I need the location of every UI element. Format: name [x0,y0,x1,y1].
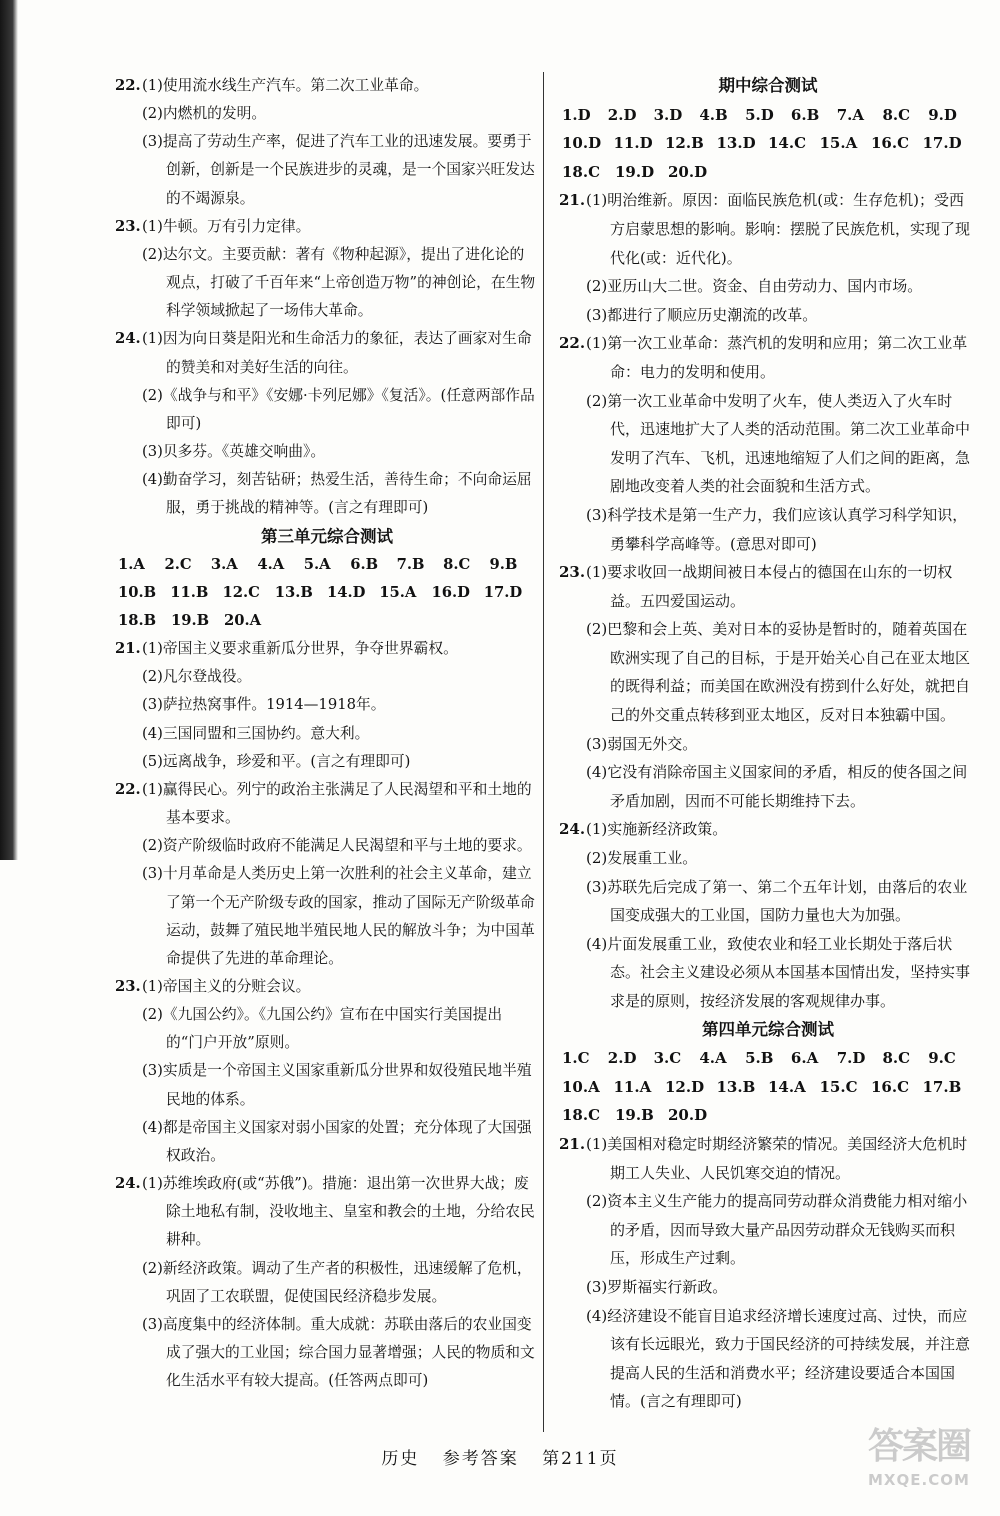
page-number: 第211页 [542,1449,619,1469]
answer-line: (3)高度集中的经济体制。重大成就：苏联由落后的农业国变成了强大的工业国；综合国力显著增强；人民的物质和文化生活水平有较大提高。(任答两点即可) [142,1315,535,1390]
answer-item [115,973,536,1170]
choice-answer: 1.D [562,105,591,124]
choice-answer: 3.C [653,1049,682,1068]
choice-answer: 9.C [928,1049,956,1068]
answer-line: (4)经济建设不能盲目追求经济增长速度过高、过快，而应该有长远眼光，致力于国民经济的可持续发展，并注意提高人民的生活和消费水平；经济建设要适合本国国情。(言之有理即可) [586,1306,971,1411]
multiple-choice-row [562,129,974,158]
choice-answer: 18.C [562,1106,601,1125]
choice-answer: 3.A [210,555,238,573]
answer-line: (3)提高了劳动生产率，促进了汽车工业的迅速发展。要勇于创新，创新是一个民族进步的灵魂，是一个国家兴旺发达的不竭源泉。 [142,133,535,207]
question-number: 22. [115,77,141,94]
multiple-choice-row [118,551,536,579]
choice-answer: 13.D [716,134,756,153]
question-number: 22. [115,780,141,798]
choice-answer: 14.D [327,583,366,601]
choice-answer: 7.B [396,555,425,573]
choice-answer: 14.C [768,134,807,153]
choice-answer: 2.D [607,105,637,124]
choice-answer: 4.A [257,555,285,573]
answer-item [559,558,974,815]
answer-line: (3)科学技术是第一生产力，我们应该认真学习科学知识，勇攀科学高峰等。(意思对即可) [586,505,968,553]
choice-answer: 12.C [222,583,260,601]
choice-answer: 16.D [431,583,470,601]
answer-line: (2)达尔文。主要贡献：著有《物种起源》，提出了进化论的观点，打破了千百年来“上帝创造万物”的神创论，在生物科学领域掀起了一场伟大革命。 [142,245,536,320]
answer-line: (1)帝国主义要求重新瓜分世界，争夺世界霸权。 [142,640,458,658]
answer-item [559,186,974,329]
choice-answer: 11.D [613,134,653,153]
answer-item [115,325,536,522]
choice-answer: 16.C [871,134,910,153]
choice-answer: 1.C [562,1049,590,1068]
multiple-choice-row [562,1073,974,1102]
answer-line: (1)赢得民心。列宁的政治主张满足了人民渴望和平和土地的基本要求。 [142,780,532,827]
answer-item [559,329,974,558]
choice-answer: 20.D [668,162,708,181]
page-footer [0,1444,1000,1469]
answer-line: (1)苏维埃政府(或“苏俄”)。措施：退出第一次世界大战；废除土地私有制，没收地主、皇室和教会的土地，分给农民耕种。 [142,1175,535,1249]
multiple-choice-row [118,579,536,607]
answer-line: (1)因为向日葵是阳光和生命活力的象征，表达了画家对生命的赞美和对美好生活的向往。 [142,330,532,376]
choice-answer: 15.A [819,134,858,153]
choice-answer: 8.C [882,105,911,124]
answer-line: (3)贝多芬。《英雄交响曲》。 [142,443,326,461]
answer-line: (3)罗斯福实行新政。 [586,1277,728,1296]
choice-answer: 7.D [836,1049,866,1068]
multiple-choice-row [562,158,974,187]
watermark-logo [868,1418,992,1506]
section-title: 第三单元综合测试 [261,526,393,546]
choice-answer: 8.C [882,1049,911,1068]
choice-answer: 9.D [928,105,957,124]
choice-answer: 19.B [171,611,210,629]
multiple-choice-row [118,607,536,635]
answer-line: (2)巴黎和会上英、美对日本的妥协是暂时的，随着英国在欧洲实现了自己的目标，于是开始关心自己在亚太地区的既得利益；而美国在欧洲没有捞到什么好处，就把自己的外交重点转移到亚太地区，反对日本独霸中国。 [586,620,971,725]
choice-answer: 4.A [699,1049,727,1068]
choice-answer: 7.A [836,105,864,124]
question-number: 24. [115,330,141,348]
answer-line: (4)都是帝国主义国家对弱小国家的处置；充分体现了大国强权政治。 [142,1118,532,1164]
answer-item [559,815,974,1015]
answer-item [115,776,536,973]
choice-answer: 1.A [118,555,145,573]
choice-answer: 16.C [871,1077,910,1096]
choice-answer: 20.D [668,1106,708,1125]
answer-line: (1)实施新经济政策。 [586,820,728,839]
answer-line: (2)内燃机的发明。 [142,105,267,123]
footer-subject: 历史 [381,1449,420,1469]
answer-item [115,1170,536,1395]
answer-line: (2)第一次工业革命中发明了火车，使人类迈入了火车时代，迅速地扩大了人类的活动范围。第二次工业革命中发明了汽车、飞机，迅速地缩短了人们之间的距离，急剧地改变着人类的社会面貌和生活方式。 [586,391,971,496]
multiple-choice-row [562,101,974,130]
choice-answer: 5.D [745,105,774,124]
answer-item [115,635,536,776]
choice-answer: 4.B [699,105,728,124]
question-number: 23. [559,563,586,582]
answer-line: (2)新经济政策。调动了生产者的积极性，迅速缓解了危机，巩固了工农联盟，促使国民经济稳步发展。 [142,1259,532,1305]
choice-answer: 20.A [224,611,262,629]
answer-item [559,1130,974,1416]
question-number: 21. [115,640,141,658]
watermark-logo-text: 答案圈 [868,1426,971,1467]
question-number: 21. [559,1134,586,1153]
choice-answer: 2.C [164,555,192,573]
right-column [559,72,974,1416]
answer-line: (1)帝国主义的分赃会议。 [142,978,311,995]
choice-answer: 11.B [170,583,209,601]
choice-answer: 13.B [716,1077,756,1096]
answer-item [115,72,536,213]
footer-title: 参考答案 [442,1449,519,1469]
answer-line: (1)明治维新。原因：面临民族危机(或：生存危机)；受西方启蒙思想的影响。影响：摆脱了民族危机，实现了现代化(或：近代化)。 [586,191,971,267]
answer-line: (1)牛顿。万有引力定律。 [142,217,311,235]
choice-answer: 19.D [615,162,655,181]
answer-line: (2)资本主义生产能力的提高同劳动群众消费能力相对缩小的矛盾，因而导致大量产品因劳动群众无钱购买而积压，形成生产过剩。 [586,1192,968,1268]
answer-line: (3)苏联先后完成了第一、第二个五年计划，由落后的农业国变成强大的工业国，国防力量也大为加强。 [586,877,968,925]
multiple-choice-row [562,1044,974,1073]
choice-answer: 3.D [653,105,683,124]
answer-line: (3)都进行了顺应历史潮流的改革。 [586,305,818,324]
choice-answer: 6.B [350,555,379,573]
answer-line: (3)十月革命是人类历史上第一次胜利的社会主义革命，建立了第一个无产阶级专政的国家，推动了国际无产阶级革命运动，鼓舞了殖民地半殖民地人民的解放斗争；为中国革命提供了先进的革命理论。 [142,865,535,967]
answer-line: (2)凡尔登战役。 [142,668,252,686]
choice-answer: 11.A [613,1077,652,1096]
column-divider [543,72,544,1432]
choice-answer: 13.B [274,583,313,601]
choice-answer: 2.D [607,1049,637,1068]
answer-item [115,213,536,326]
answer-line: (2)《战争与和平》《安娜·卡列尼娜》《复活》。(任意两部作品即可) [142,386,535,432]
answer-line: (4)勤奋学习，刻苦钻研；热爱生活，善待生命；不向命运屈服，勇于挑战的精神等。(言之有理即可) [142,471,532,517]
choice-answer: 14.A [768,1077,806,1096]
choice-answer: 17.D [483,583,523,601]
answer-line: (1)第一次工业革命：蒸汽机的发明和应用；第二次工业革命：电力的发明和使用。 [586,334,968,381]
question-number: 22. [559,334,586,353]
answer-line: (3)弱国无外交。 [586,734,698,753]
choice-answer: 15.C [819,1077,858,1096]
section-title: 第四单元综合测试 [702,1019,834,1039]
question-number: 23. [115,978,141,995]
choice-answer: 6.B [790,105,820,124]
watermark-url: MXQE.COM [868,1471,970,1489]
choice-answer: 18.B [118,611,157,629]
answer-line: (2)资产阶级临时政府不能满足人民渴望和平与土地的要求。 [142,837,532,855]
choice-answer: 12.B [665,134,704,153]
choice-answer: 10.B [118,583,157,601]
answer-line: (1)美国相对稳定时期经济繁荣的情况。美国经济大危机时期工人失业、人民饥寒交迫的情况。 [586,1134,968,1182]
answer-line: (4)片面发展重工业，致使农业和轻工业长期处于落后状态。社会主义建设必须从本国基本国情出发，坚持实事求是的原则，按经济发展的客观规律办事。 [586,934,971,1010]
multiple-choice-row [562,1101,974,1130]
choice-answer: 5.A [303,555,331,573]
answer-line: (4)三国同盟和三国协约。意大利。 [142,724,370,742]
answer-line: (2)亚历山大二世。资金、自由劳动力、国内市场。 [586,277,923,296]
choice-answer: 19.B [615,1106,654,1125]
choice-answer: 5.B [745,1049,774,1068]
left-column [115,72,536,1395]
answer-line: (3)实质是一个帝国主义国家重新瓜分世界和奴役殖民地半殖民地的体系。 [142,1062,532,1108]
choice-answer: 18.C [562,162,601,181]
choice-answer: 17.B [922,1077,962,1096]
answer-line: (1)使用流水线生产汽车。第二次工业革命。 [142,77,429,94]
choice-answer: 15.A [379,583,417,601]
question-number: 21. [559,191,586,210]
answer-line: (2)发展重工业。 [586,849,698,868]
choice-answer: 6.A [790,1049,819,1068]
choice-answer: 17.D [922,134,962,153]
choice-answer: 10.A [562,1077,600,1096]
answer-line: (2)《九国公约》。《九国公约》宣布在中国实行美国提出的“门户开放”原则。 [142,1006,503,1052]
section-title: 期中综合测试 [718,76,818,95]
question-number: 24. [115,1175,141,1193]
answer-line: (5)远离战争，珍爱和平。(言之有理即可) [142,752,411,770]
answer-line: (3)萨拉热窝事件。1914—1918年。 [142,696,386,714]
question-number: 24. [559,820,586,839]
answer-line: (1)要求收回一战期间被日本侵占的德国在山东的一切权益。五四爱国运动。 [586,563,953,610]
book-spine-shadow [0,0,18,860]
choice-answer: 9.B [489,555,518,573]
answer-line: (4)它没有消除帝国主义国家间的矛盾，相反的使各国之间矛盾加剧，因而不可能长期维持下去。 [586,763,968,810]
choice-answer: 12.D [665,1077,705,1096]
question-number: 23. [115,217,141,235]
choice-answer: 8.C [443,555,471,573]
choice-answer: 10.D [562,134,602,153]
